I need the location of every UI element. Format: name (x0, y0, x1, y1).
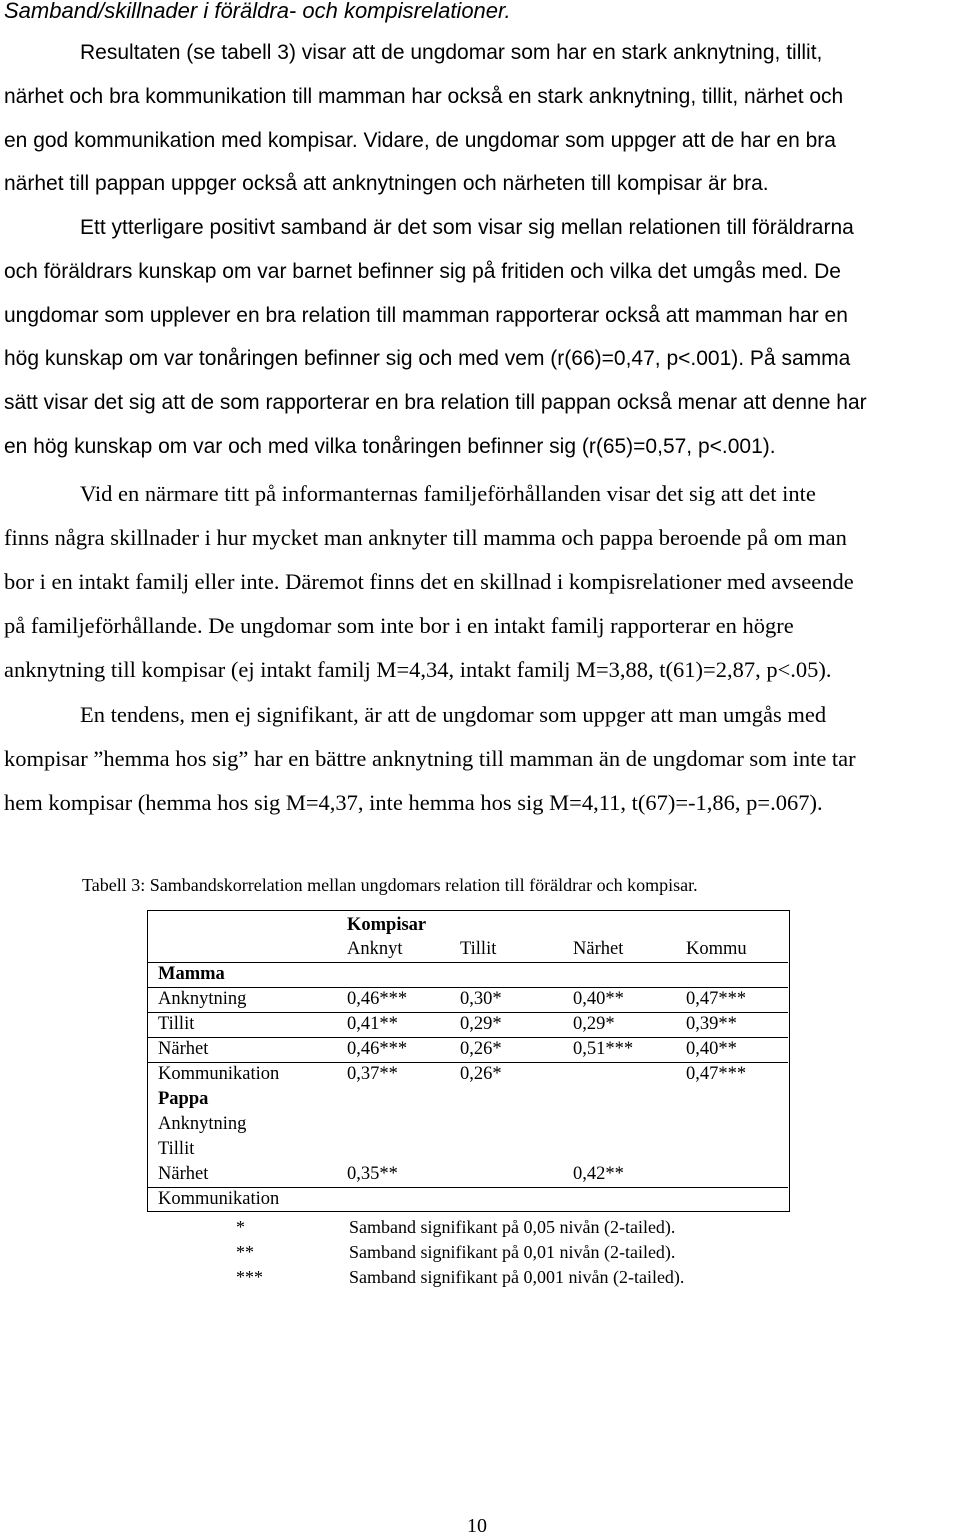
table-cell: 0,35** (347, 1164, 398, 1184)
row-label: Tillit (158, 1014, 195, 1034)
table-cell: 0,30* (460, 989, 502, 1009)
paragraph-line: Resultaten (se tabell 3) visar att de ungdomar som har en stark anknytning, tillit, (80, 41, 823, 64)
paragraph-4 (4, 693, 934, 825)
paragraph-line: hem kompisar (hemma hos sig M=4,37, inte hemma hos sig M=4,11, t(67)=-1,86, p=.067). (4, 790, 823, 815)
paragraph-line: finns några skillnader i hur mycket man anknyter till mamma och pappa beroende på om man (4, 525, 847, 550)
note-symbol: *** (236, 1267, 263, 1287)
column-header: Närhet (573, 939, 624, 959)
section-heading: Samband/skillnader i föräldra- och kompisrelationer. (4, 0, 511, 23)
note-text: Samband signifikant på 0,05 nivån (2-tailed). (349, 1217, 676, 1237)
paragraph-line: och föräldrars kunskap om var barnet befinner sig på fritiden och vilka det umgås med. De (4, 259, 841, 283)
paragraph-line: anknytning till kompisar (ej intakt familj M=4,34, intakt familj M=3,88, t(61)=2,87, p<.05). (4, 657, 832, 682)
note-text: Samband signifikant på 0,01 nivån (2-tailed). (349, 1242, 676, 1262)
table-group-header: Kompisar (347, 915, 427, 935)
row-label: Anknytning (158, 1114, 247, 1134)
paragraph-2 (4, 206, 934, 469)
paragraph-line: sätt visar det sig att de som rapporterar en bra relation till pappan också menar att denne har (4, 391, 867, 415)
paragraph-1 (4, 31, 934, 206)
paragraph-line: hög kunskap om var tonåringen befinner sig och med vem (r(66)=0,47, p<.001). På samma (4, 347, 851, 371)
table-cell: 0,47*** (686, 1064, 747, 1084)
paragraph-line: Vid en närmare titt på informanternas familjeförhållanden visar det sig att det inte (80, 481, 816, 506)
table-caption: Tabell 3: Sambandskorrelation mellan ungdomars relation till föräldrar och kompisar. (82, 875, 698, 895)
section-title: Mamma (158, 964, 225, 984)
row-label: Tillit (158, 1139, 195, 1159)
table-cell: 0,51*** (573, 1039, 634, 1059)
note-symbol: ** (236, 1242, 254, 1262)
row-label: Kommunikation (158, 1189, 280, 1209)
paragraph-line: en hög kunskap om var och med vilka tonåringen befinner sig (r(65)=0,57, p<.001). (4, 434, 776, 458)
table-cell: 0,46*** (347, 1039, 408, 1059)
table-cell: 0,39** (686, 1014, 737, 1034)
paragraph-line: Ett ytterligare positivt samband är det som visar sig mellan relationen till föräldrarna (80, 216, 854, 239)
section-title: Pappa (158, 1089, 209, 1109)
paragraph-line: ungdomar som upplever en bra relation till mamman rapporterar också att mamman har en (4, 303, 848, 327)
table-cell: 0,41** (347, 1014, 398, 1034)
paragraph-line: på familjeförhållande. De ungdomar som inte bor i en intakt familj rapporterar en högre (4, 613, 794, 638)
table-cell: 0,29* (573, 1014, 615, 1034)
page-number: 10 (467, 1515, 487, 1537)
table-cell: 0,26* (460, 1039, 502, 1059)
table-cell: 0,37** (347, 1064, 398, 1084)
row-label: Närhet (158, 1039, 209, 1059)
row-label: Anknytning (158, 989, 247, 1009)
table-cell: 0,40** (686, 1039, 737, 1059)
table-divider (148, 962, 788, 963)
paragraph-line: närhet till pappan uppger också att anknytningen och närheten till kompisar är bra. (4, 172, 769, 196)
row-label: Kommunikation (158, 1064, 280, 1084)
column-header: Anknyt (347, 939, 403, 959)
table-cell: 0,26* (460, 1064, 502, 1084)
row-label: Närhet (158, 1164, 209, 1184)
paragraph-line: En tendens, men ej signifikant, är att de ungdomar som uppger att man umgås med (80, 702, 827, 727)
table-cell: 0,47*** (686, 989, 747, 1009)
paragraph-3 (4, 472, 934, 692)
table-cell: 0,29* (460, 1014, 502, 1034)
note-text: Samband signifikant på 0,001 nivån (2-tailed). (349, 1267, 685, 1287)
correlation-table (147, 910, 790, 1212)
table-cell: 0,40** (573, 989, 624, 1009)
paragraph-line: kompisar ”hemma hos sig” har en bättre anknytning till mamman än de ungdomar som inte tar (4, 746, 856, 771)
paragraph-line: bor i en intakt familj eller inte. Däremot finns det en skillnad i kompisrelationer med avseende (4, 569, 854, 594)
table-cell: 0,42** (573, 1164, 624, 1184)
column-header: Tillit (460, 939, 497, 959)
paragraph-line: en god kommunikation med kompisar. Vidare, de ungdomar som uppger att de har en bra (4, 128, 836, 152)
note-symbol: * (236, 1217, 245, 1237)
paragraph-line: närhet och bra kommunikation till mamman har också en stark anknytning, tillit, närhet och (4, 84, 844, 108)
column-header: Kommu (686, 939, 747, 959)
table-cell: 0,46*** (347, 989, 408, 1009)
